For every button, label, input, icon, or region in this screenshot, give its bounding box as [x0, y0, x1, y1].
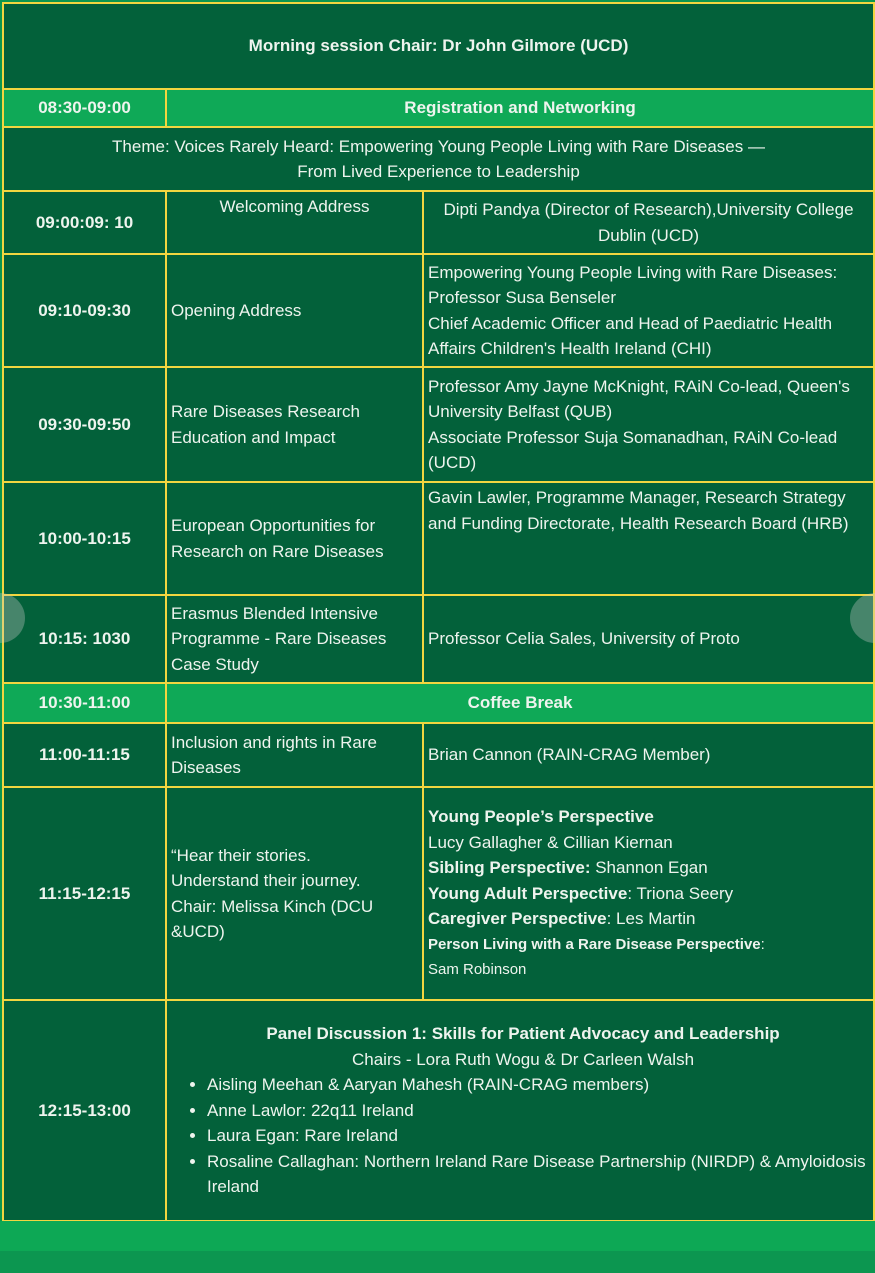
table-row — [3, 482, 874, 595]
panel-chairs: Chairs - Lora Ruth Wogu & Dr Carleen Walsh — [352, 1049, 695, 1069]
session-cell: Erasmus Blended Intensive Programme - Rare Diseases Case Study — [166, 595, 423, 683]
speaker-cell — [423, 787, 874, 1000]
session-line: “Hear their stories. — [171, 845, 311, 865]
session-cell: Opening Address — [166, 254, 423, 367]
session-cell: European Opportunities for Research on Rare Diseases — [166, 482, 423, 595]
panel-cell — [166, 1000, 874, 1221]
session-title: Registration and Networking — [166, 89, 874, 127]
perspective-colon: : — [760, 935, 765, 953]
panelist: • Laura Egan: Rare Ireland — [207, 1123, 869, 1149]
time-cell: 09:10-09:30 — [3, 254, 166, 367]
time-cell: 10:30-11:00 — [3, 683, 166, 723]
perspective-names: Lucy Gallagher & Cillian Kiernan — [428, 832, 673, 852]
table-row — [3, 89, 874, 127]
perspective-names: : Les Martin — [606, 909, 696, 929]
time-cell: 11:15-12:15 — [3, 787, 166, 1000]
session-cell: Inclusion and rights in Rare Diseases — [166, 723, 423, 787]
speaker-cell: Dipti Pandya (Director of Research),University College Dublin (UCD) — [423, 191, 874, 254]
speaker-cell: Gavin Lawler, Programme Manager, Research Strategy and Funding Directorate, Health Research Board (HRB) — [423, 482, 874, 595]
session-cell — [166, 787, 423, 1000]
speaker-line: Empowering Young People Living with Rare Diseases: Professor Susa Benseler — [428, 262, 838, 307]
session-title: Coffee Break — [166, 683, 874, 723]
session-chair: Morning session Chair: Dr John Gilmore (UCD) — [3, 3, 874, 89]
table-row — [3, 254, 874, 367]
panel-title: Panel Discussion 1: Skills for Patient Advocacy and Leadership — [266, 1024, 780, 1044]
theme-line: Theme: Voices Rarely Heard: Empowering Young People Living with Rare Diseases — — [112, 136, 765, 156]
panelist-list — [177, 1072, 869, 1200]
table-row — [3, 1000, 874, 1221]
session-cell: Welcoming Address — [166, 191, 423, 254]
time-cell: 09:00:09: 10 — [3, 191, 166, 254]
panelist: • Anne Lawlor: 22q11 Ireland — [207, 1098, 869, 1124]
speaker-line: Chief Academic Officer and Head of Paediatric Health Affairs Children's Health Ireland (CHI) — [428, 313, 833, 358]
agenda-table — [2, 2, 875, 1222]
panelist: • Aisling Meehan & Aaryan Mahesh (RAIN-CRAG members) — [207, 1072, 869, 1098]
perspective-label: Person Living with a Rare Disease Perspective — [428, 935, 761, 953]
table-row — [3, 723, 874, 787]
theme — [3, 127, 874, 191]
header-row — [3, 3, 874, 89]
theme-row — [3, 127, 874, 191]
time-cell: 12:15-13:00 — [3, 1000, 166, 1221]
table-row — [3, 787, 874, 1000]
speaker-cell — [423, 367, 874, 482]
time-cell: 11:00-11:15 — [3, 723, 166, 787]
perspective-label: Caregiver Perspective — [428, 909, 607, 929]
speaker-cell — [423, 254, 874, 367]
perspective-label: Young People’s Perspective — [428, 807, 654, 827]
speaker-line: Professor Amy Jayne McKnight, RAiN Co-lead, Queen's University Belfast (QUB) — [428, 376, 850, 421]
footer-band — [0, 1221, 875, 1251]
table-row — [3, 367, 874, 482]
time-cell: 10:00-10:15 — [3, 482, 166, 595]
session-line: Chair: Melissa Kinch (DCU &UCD) — [171, 896, 374, 941]
panelist: • Rosaline Callaghan: Northern Ireland Rare Disease Partnership (NIRDP) & Amyloidosis Ireland — [207, 1149, 869, 1200]
speaker-line: Associate Professor Suja Somanadhan, RAiN Co-lead (UCD) — [428, 427, 838, 472]
perspective-label: Sibling Perspective: — [428, 858, 591, 878]
speaker-cell: Brian Cannon (RAIN-CRAG Member) — [423, 723, 874, 787]
perspective-names: Shannon Egan — [590, 858, 708, 878]
speaker-cell: Professor Celia Sales, University of Proto — [423, 595, 874, 683]
time-cell: 09:30-09:50 — [3, 367, 166, 482]
time-cell: 08:30-09:00 — [3, 89, 166, 127]
table-row — [3, 191, 874, 254]
theme-line: From Lived Experience to Leadership — [297, 162, 580, 181]
table-row — [3, 683, 874, 723]
table-row — [3, 595, 874, 683]
perspective-label: Young Adult Perspective — [428, 883, 628, 903]
perspective-names: : Triona Seery — [627, 883, 734, 903]
session-cell: Rare Diseases Research Education and Impact — [166, 367, 423, 482]
perspective-names: Sam Robinson — [428, 961, 527, 979]
time-cell: 10:15: 1030 — [3, 595, 166, 683]
session-line: Understand their journey. — [171, 871, 361, 890]
